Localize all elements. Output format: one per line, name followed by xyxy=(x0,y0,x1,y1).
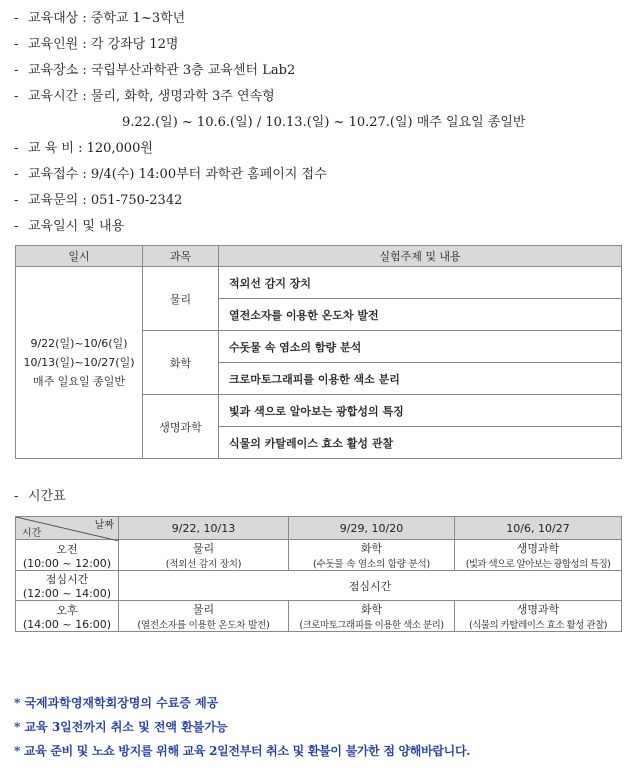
note-item: * 국제과학영재학회장명의 수료증 제공 xyxy=(14,696,219,710)
info-contact: - 교육문의 : 051-750-2342 xyxy=(14,193,183,208)
timetable-title: - 시간표 xyxy=(14,489,66,504)
date-header: 9/22, 10/13 xyxy=(119,517,289,540)
session-cell: 물리 (적외선 감지 장치) xyxy=(119,540,289,571)
info-time-dates: 9.22.(일) ~ 10.6.(일) / 10.13.(일) ~ 10.27.(일) 매주 일요일 종일반 xyxy=(122,115,526,130)
note-item: * 교육 준비 및 노쇼 방지를 위해 교육 2일전부터 취소 및 환불이 불가한 점 양해바랍니다. xyxy=(14,744,471,758)
info-place: - 교육장소 : 국립부산과학관 3층 교육센터 Lab2 xyxy=(14,63,296,78)
table-header-row xyxy=(16,246,622,267)
experiment-item: 식물의 카탈레이스 효소 활성 관찰 xyxy=(219,427,622,459)
session-cell: 화학 (수돗물 속 염소의 함량 분석) xyxy=(289,540,455,571)
course-info xyxy=(14,8,629,242)
time-slot: 오후 (14:00 ~ 16:00) xyxy=(16,601,119,632)
course-content-table xyxy=(15,245,622,459)
experiment-item: 수돗물 속 염소의 함량 분석 xyxy=(219,331,622,363)
timetable-row-morning xyxy=(16,540,622,571)
date-header: 9/29, 10/20 xyxy=(289,517,455,540)
note-item: * 교육 3일전까지 취소 및 전액 환불가능 xyxy=(14,720,228,734)
time-slot: 점심시간 (12:00 ~ 14:00) xyxy=(16,571,119,601)
experiment-item: 크로마토그래피를 이용한 색소 분리 xyxy=(219,363,622,395)
time-slot: 오전 (10:00 ~ 12:00) xyxy=(16,540,119,571)
info-capacity: - 교육인원 : 각 강좌당 12명 xyxy=(14,37,179,52)
session-cell: 화학 (크로마토그래피를 이용한 색소 분리) xyxy=(289,601,455,632)
subject-physics: 물리 xyxy=(143,267,219,331)
timetable-corner-cell: 날짜 시간 xyxy=(16,517,119,540)
info-fee: - 교 육 비 : 120,000원 xyxy=(14,141,153,156)
info-schedule-title: - 교육일시 및 내용 xyxy=(14,219,125,234)
timetable-row-afternoon xyxy=(16,601,622,632)
session-cell: 물리 (열전소자를 이용한 온도차 발전) xyxy=(119,601,289,632)
subject-biology: 생명과학 xyxy=(143,395,219,459)
notes xyxy=(14,693,629,765)
date-header: 10/6, 10/27 xyxy=(455,517,622,540)
session-cell: 생명과학 (식물의 카탈레이스 효소 활성 관찰) xyxy=(455,601,622,632)
header-experiment: 실험주제 및 내용 xyxy=(219,246,622,267)
info-apply: - 교육접수 : 9/4(수) 14:00부터 과학관 홈페이지 접수 xyxy=(14,167,327,182)
timetable xyxy=(15,516,622,632)
header-subject: 과목 xyxy=(143,246,219,267)
session-cell: 생명과학 (빛과 색으로 알아보는 광합성의 특징) xyxy=(455,540,622,571)
table-row xyxy=(16,267,622,299)
subject-chemistry: 화학 xyxy=(143,331,219,395)
experiment-item: 빛과 색으로 알아보는 광합성의 특징 xyxy=(219,395,622,427)
experiment-item: 열전소자를 이용한 온도차 발전 xyxy=(219,299,622,331)
timetable-header-row xyxy=(16,517,622,540)
info-target: - 교육대상 : 중학교 1~3학년 xyxy=(14,11,186,26)
timetable-row-lunch xyxy=(16,571,622,601)
lunch-cell: 점심시간 xyxy=(119,571,622,601)
header-date: 일시 xyxy=(16,246,143,267)
experiment-item: 적외선 감지 장치 xyxy=(219,267,622,299)
info-time: - 교육시간 : 물리, 화학, 생명과학 3주 연속형 xyxy=(14,89,275,104)
date-cell: 9/22(일)~10/6(일) 10/13(일)~10/27(일) 매주 일요일 종일반 xyxy=(16,267,143,459)
